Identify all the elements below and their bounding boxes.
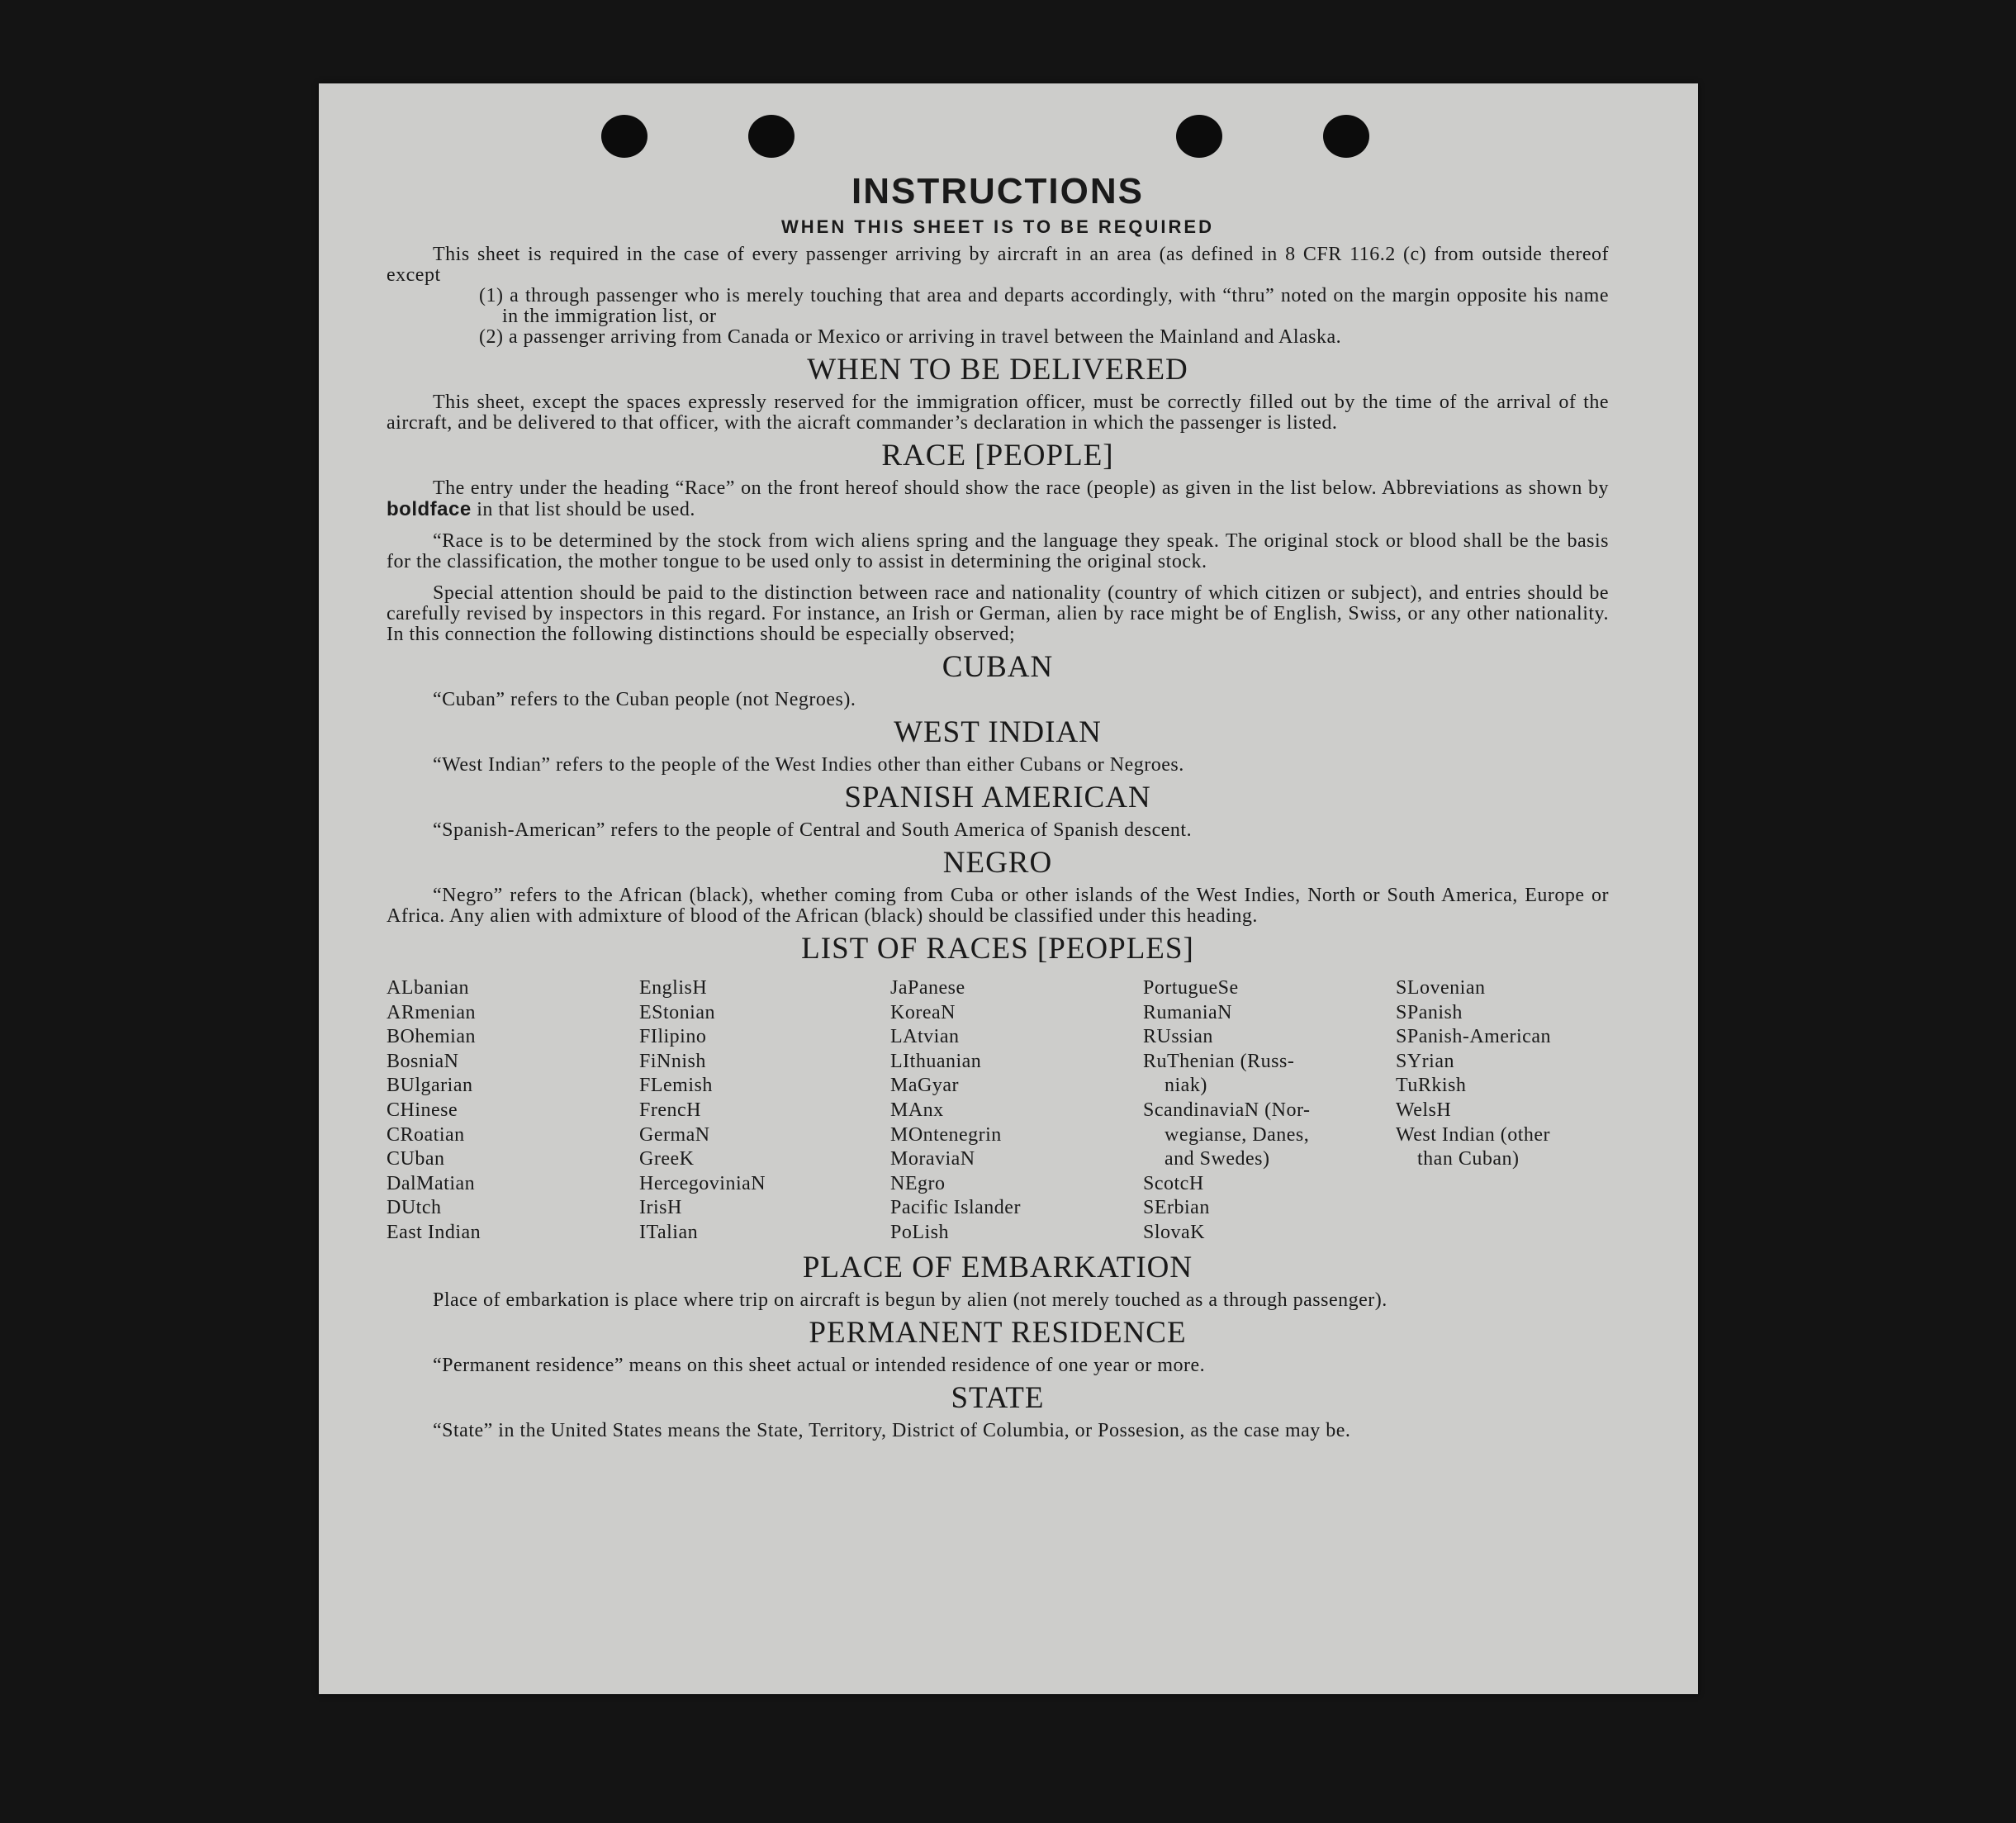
exception-2: (2) a passenger arriving from Canada or Mexico or arriving in travel between the Mainland and Alaska. xyxy=(479,326,1342,348)
races-column-2 xyxy=(639,976,890,1246)
negro-text: “Negro” refers to the African (black), whether coming from Cuba or other islands of the West Indies, North or South America, Europe or Africa. Any alien with admixture of blood of the African (black) should be classified under this heading. xyxy=(387,885,1609,927)
race-item: West Indian (other xyxy=(1396,1123,1551,1146)
race-item: DUtch xyxy=(387,1197,442,1219)
race-item: FIlipino xyxy=(639,1026,707,1048)
race-item: PoLish xyxy=(890,1221,950,1243)
race-item: FiNnish xyxy=(639,1050,706,1072)
race-item: ARmenian xyxy=(387,1001,476,1023)
race-item: FLemish xyxy=(639,1075,713,1097)
race-item: IrisH xyxy=(639,1197,682,1219)
page-subtitle: WHEN THIS SHEET IS TO BE REQUIRED xyxy=(781,216,1214,237)
race-paragraph-1 xyxy=(387,478,1609,520)
race-item: ScandinaviaN (Nor- xyxy=(1143,1099,1311,1121)
race-item: NEgro xyxy=(890,1172,946,1194)
punch-hole xyxy=(601,115,647,158)
races-list xyxy=(387,976,1609,1246)
race-item: MOntenegrin xyxy=(890,1123,1002,1146)
race-item: SPanish xyxy=(1396,1001,1463,1023)
race-item-continued: wegianse, Danes, xyxy=(1165,1123,1310,1146)
race-item: MoraviaN xyxy=(890,1148,975,1170)
race-item: ScotcH xyxy=(1143,1172,1204,1194)
punch-hole xyxy=(748,115,795,158)
race-item: RUssian xyxy=(1143,1026,1213,1048)
race-item-continued: and Swedes) xyxy=(1165,1148,1270,1170)
race-item: BUlgarian xyxy=(387,1075,473,1097)
race-item: BOhemian xyxy=(387,1026,476,1048)
race-item: CRoatian xyxy=(387,1123,465,1146)
race-item: RumaniaN xyxy=(1143,1001,1232,1023)
race-item: MaGyar xyxy=(890,1075,959,1097)
race-item: WelsH xyxy=(1396,1099,1452,1121)
race-paragraph-3: Special attention should be paid to the distinction between race and nationality (country of which citizen or subject), and entries should be carefully revised by inspectors in this regard. For instance, an Irish or German, alien by race might be of English, Swiss, or any other nationality. In this connection the following distinctions should be especially observed; xyxy=(387,582,1609,645)
section-heading-spanish-american: SPANISH AMERICAN xyxy=(844,781,1151,814)
race-item: CHinese xyxy=(387,1099,458,1121)
races-column-1 xyxy=(387,976,639,1246)
section-heading-negro: NEGRO xyxy=(942,846,1053,880)
cuban-text: “Cuban” refers to the Cuban people (not Negroes). xyxy=(433,689,856,710)
embarkation-text: Place of embarkation is place where trip on aircraft is begun by alien (not merely touched as a through passenger). xyxy=(433,1289,1387,1311)
race-item: EnglisH xyxy=(639,977,708,999)
race-item: SLovenian xyxy=(1396,977,1486,999)
race-item: GreeK xyxy=(639,1148,695,1170)
race-item: SlovaK xyxy=(1143,1221,1205,1243)
spanish-american-text: “Spanish-American” refers to the people of Central and South America of Spanish descent. xyxy=(433,819,1193,841)
race-item-continued: than Cuban) xyxy=(1417,1148,1520,1170)
section-heading-residence: PERMANENT RESIDENCE xyxy=(809,1315,1187,1350)
section-heading-race: RACE [PEOPLE] xyxy=(881,439,1114,472)
exception-1: (1) a through passenger who is merely touching that area and departs accordingly, with “thru” noted on the margin opposite his name in the immigration list, or xyxy=(479,285,1609,327)
punch-hole xyxy=(1176,115,1222,158)
race-p1-text: The entry under the heading “Race” on the front hereof should show the race (people) as given in the list below. Abbreviations as shown by xyxy=(433,477,1609,499)
section-heading-cuban: CUBAN xyxy=(942,650,1054,684)
residence-text: “Permanent residence” means on this sheet actual or intended residence of one year or more. xyxy=(433,1354,1206,1376)
race-item: MAnx xyxy=(890,1099,944,1121)
race-item-continued: niak) xyxy=(1165,1075,1207,1097)
race-item: GermaN xyxy=(639,1123,710,1146)
punch-hole xyxy=(1323,115,1369,158)
race-item: CUban xyxy=(387,1148,445,1170)
race-paragraph-2: “Race is to be determined by the stock from wich aliens spring and the language they speak. The original stock or blood shall be the basis for the classification, the mother tongue to be used only to assist in determining the original stock. xyxy=(387,530,1609,572)
race-item: FrencH xyxy=(639,1099,701,1121)
race-item: JaPanese xyxy=(890,977,965,999)
section-heading-delivered: WHEN TO BE DELIVERED xyxy=(807,353,1188,387)
state-text: “State” in the United States means the State, Territory, District of Columbia, or Possesion, as the case may be. xyxy=(433,1419,1351,1441)
race-item: BosniaN xyxy=(387,1050,459,1072)
race-item: RuThenian (Russ- xyxy=(1143,1050,1295,1072)
race-item: SErbian xyxy=(1143,1197,1210,1219)
required-intro: This sheet is required in the case of every passenger arriving by aircraft in an area (as defined in 8 CFR 116.2 (c) from outside thereof except xyxy=(387,244,1609,286)
race-item: Pacific Islander xyxy=(890,1197,1021,1219)
race-item: LAtvian xyxy=(890,1026,960,1048)
race-item: PortugueSe xyxy=(1143,977,1239,999)
page-title: INSTRUCTIONS xyxy=(851,171,1144,211)
race-item: ITalian xyxy=(639,1221,699,1243)
races-column-3 xyxy=(890,976,1143,1246)
race-item: HercegoviniaN xyxy=(639,1172,766,1194)
section-heading-west-indian: WEST INDIAN xyxy=(894,715,1102,749)
section-heading-embarkation: PLACE OF EMBARKATION xyxy=(802,1250,1193,1284)
section-heading-state: STATE xyxy=(951,1380,1045,1415)
race-item: ALbanian xyxy=(387,977,469,999)
delivered-text: This sheet, except the spaces expressly reserved for the immigration officer, must be correctly filled out by the time of the arrival of the aircraft, and be delivered to that officer, with the aicraft commander’s declaration in which the passenger is listed. xyxy=(387,392,1609,434)
race-item: SYrian xyxy=(1396,1050,1454,1072)
race-item: LIthuanian xyxy=(890,1050,982,1072)
instructions-content xyxy=(387,170,1609,1441)
section-heading-list-of-races: LIST OF RACES [PEOPLES] xyxy=(801,932,1194,966)
race-item: East Indian xyxy=(387,1221,481,1243)
race-item: DalMatian xyxy=(387,1172,476,1194)
race-item: TuRkish xyxy=(1396,1075,1467,1097)
document-page xyxy=(319,83,1698,1694)
races-column-5 xyxy=(1396,976,1609,1246)
race-item: KoreaN xyxy=(890,1001,956,1023)
race-p1-end: in that list should be used. xyxy=(477,499,695,520)
race-item: SPanish-American xyxy=(1396,1026,1551,1048)
race-p1-bold: boldface xyxy=(387,498,472,520)
race-item: EStonian xyxy=(639,1001,715,1023)
races-column-4 xyxy=(1143,976,1396,1246)
west-indian-text: “West Indian” refers to the people of the West Indies other than either Cubans or Negroes. xyxy=(433,754,1184,776)
